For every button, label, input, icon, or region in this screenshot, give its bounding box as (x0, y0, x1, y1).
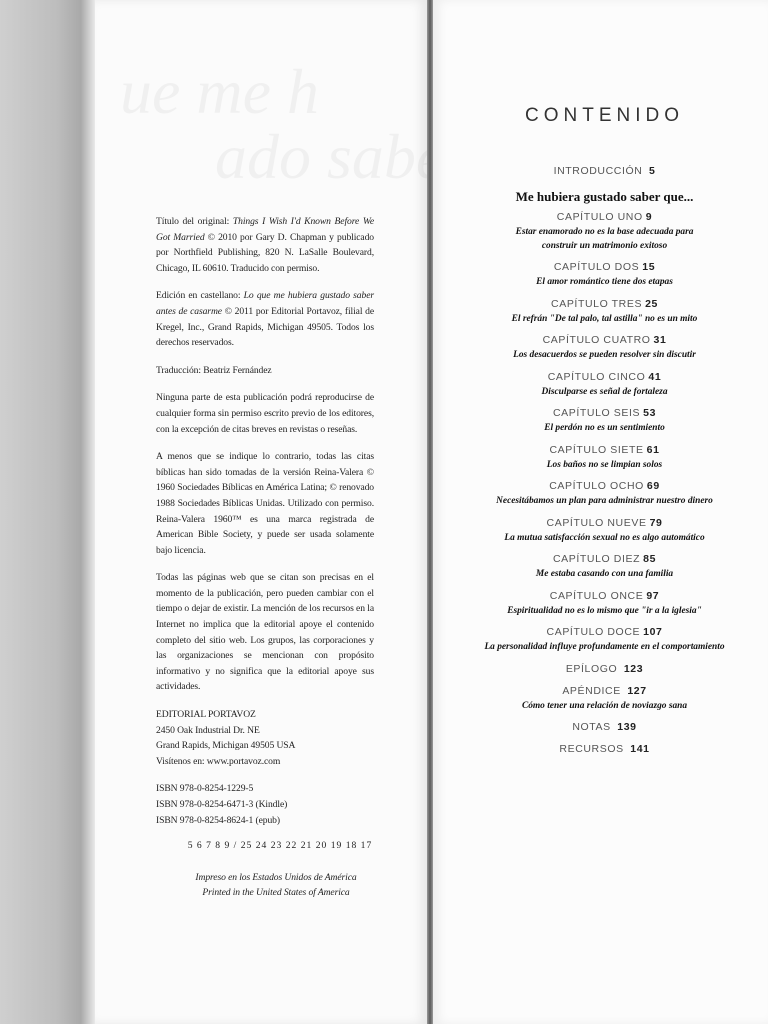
toc-chapter (463, 480, 746, 509)
address-line: 2450 Oak Industrial Dr. NE (156, 724, 260, 736)
toc-entry-epilogue (463, 663, 746, 675)
publisher-name: EDITORIAL PORTAVOZ (156, 709, 256, 721)
printed-in-usa-en: Printed in the United States of America (202, 886, 350, 898)
chapter-page: 107 (643, 626, 663, 638)
toc-title: CONTENIDO (525, 105, 684, 126)
toc-lead: Me hubiera gustado saber que... (515, 189, 694, 204)
chapter-label: CAPÍTULO DOS (553, 261, 640, 273)
entry-label: NOTAS (572, 721, 611, 733)
copyright-block (156, 214, 374, 900)
chapter-heading (463, 298, 746, 310)
chapter-page: 79 (649, 516, 663, 529)
toc-chapter (463, 261, 746, 290)
chapter-heading (463, 371, 746, 383)
chapter-subtitle: Necesitábamos un plan para administrar nuestro dinero (496, 496, 713, 506)
entry-subtitle: Cómo tener una relación de noviazgo sana (521, 700, 688, 711)
entry-page: 123 (623, 662, 644, 675)
chapter-heading (463, 517, 746, 529)
entry-label: RECURSOS (559, 743, 624, 755)
chapter-subtitle: Los desacuerdos se pueden resolver sin discutir (513, 350, 696, 360)
chapter-label: CAPÍTULO CINCO (547, 370, 646, 383)
toc-chapter (463, 371, 746, 400)
toc-chapter (463, 298, 746, 327)
chapter-page: 53 (643, 407, 657, 419)
entry-label: INTRODUCCIÓN (553, 165, 643, 177)
toc-chapter (463, 553, 746, 582)
entry-label: EPÍLOGO (565, 662, 618, 675)
chapter-heading (463, 211, 746, 223)
printed-in-usa-es: Impreso en los Estados Unidos de América (195, 871, 357, 883)
show-through-text (120, 55, 319, 129)
isbn-line: ISBN 978-0-8254-1229-5 (156, 783, 254, 795)
chapter-page: 31 (653, 334, 667, 346)
address-line: Grand Rapids, Michigan 49505 USA (156, 740, 296, 752)
chapter-label: CAPÍTULO CUATRO (542, 334, 651, 346)
chapter-label: CAPÍTULO DOCE (546, 626, 641, 638)
entry-page: 139 (617, 721, 637, 733)
chapter-subtitle: Los baños no se limpian solos (546, 459, 663, 470)
isbn-line: ISBN 978-0-8254-8624-1 (epub) (156, 814, 280, 826)
toc-chapter (463, 517, 746, 546)
chapter-heading (463, 407, 746, 419)
chapter-subtitle: Disculparse es señal de fortaleza (541, 386, 668, 397)
entry-page: 141 (630, 743, 650, 755)
chapter-page: 25 (645, 297, 658, 310)
publisher-address (156, 707, 374, 769)
chapter-subtitle: El amor romántico tiene dos etapas (536, 277, 673, 287)
chapter-page: 61 (646, 443, 660, 456)
isbn-line: ISBN 978-0-8254-6471-3 (Kindle) (156, 799, 288, 810)
toc-entry-notes (463, 721, 746, 733)
chapter-label: CAPÍTULO SIETE (549, 443, 644, 456)
chapter-heading (463, 261, 746, 273)
toc-chapter (463, 626, 746, 655)
chapter-label: CAPÍTULO SEIS (552, 407, 641, 419)
copyright-spanish-edition: Edición en castellano: Lo que me hubiera gustado saber antes de casarme © 2011 por Editorial Portavoz, filial de Kregel, Inc., Grand Rapids, Michigan 49505. Todos los derechos reservados. (156, 290, 374, 349)
toc-entry-resources (463, 743, 746, 755)
chapter-subtitle: El refrán "De tal palo, tal astilla" no es un mito (511, 313, 698, 324)
chapter-page: 69 (646, 480, 660, 492)
translator-credit: Traducción: Beatriz Fernández (156, 364, 272, 376)
chapter-heading (463, 444, 746, 456)
page-gutter-shadow (0, 0, 95, 1024)
isbn-list (156, 781, 374, 828)
chapter-subtitle: Me estaba casando con una familia (535, 569, 674, 579)
chapter-subtitle: La mutua satisfacción sexual no es algo automático (504, 532, 705, 543)
chapter-subtitle: Estar enamorado no es la base adecuada para (515, 227, 694, 237)
entry-heading (463, 685, 746, 697)
publisher-website: Visítenos en: www.portavoz.com (156, 755, 281, 767)
chapter-heading (463, 590, 746, 602)
chapter-subtitle: El perdón no es un sentimiento (544, 423, 665, 433)
toc-chapter (463, 444, 746, 473)
chapter-page: 9 (645, 211, 653, 223)
entry-page: 127 (627, 684, 647, 697)
table-of-contents (463, 100, 746, 765)
entry-label: APÉNDICE (562, 684, 621, 697)
chapter-page: 15 (642, 261, 656, 273)
chapter-page: 85 (643, 553, 657, 565)
chapter-heading (463, 480, 746, 492)
toc-chapter (463, 211, 746, 253)
entry-page: 5 (648, 165, 656, 177)
toc-chapter (463, 407, 746, 436)
chapter-list (463, 211, 746, 655)
chapter-subtitle: Espiritualidad no es lo mismo que "ir a la iglesia" (507, 605, 702, 616)
handwritten-signature (628, 948, 768, 1008)
chapter-subtitle: construir un matrimonio exitoso (541, 240, 668, 251)
chapter-page: 97 (646, 589, 660, 602)
chapter-heading (463, 334, 746, 346)
chapter-label: CAPÍTULO DIEZ (552, 553, 641, 565)
chapter-subtitle: La personalidad influye profundamente en el comportamiento (484, 642, 725, 652)
chapter-label: CAPÍTULO TRES (551, 297, 643, 310)
toc-chapter (463, 334, 746, 363)
chapter-heading (463, 626, 746, 638)
toc-entry-introduction (463, 165, 746, 177)
chapter-page: 41 (648, 370, 662, 383)
toc-chapter (463, 590, 746, 619)
chapter-heading (463, 553, 746, 565)
print-numbers: 5 6 7 8 9 / 25 24 23 22 21 20 19 18 17 (187, 840, 373, 852)
chapter-label: CAPÍTULO OCHO (549, 480, 644, 492)
bible-version-notice: A menos que se indique lo contrario, todas las citas bíblicas han sido tomadas de la versión Reina-Valera © 1960 Sociedades Bíblicas en América Latina; © renovado 1988 Sociedades Bíblicas Unidas. Utilizado con permiso. Reina-Valera 1960™ es una marca registrada de American Bible Society, y puede ser usada solamente bajo licencia. (156, 451, 374, 556)
reproduction-notice: Ninguna parte de esta publicación podrá reproducirse de cualquier forma sin permiso escrito previo de los editores, con la excepción de citas breves en revistas o reseñas. (156, 392, 374, 435)
toc-entry-appendix (463, 685, 746, 714)
show-through-text (215, 120, 444, 194)
copyright-original-title: Título del original: Things I Wish I'd Known Before We Got Married © 2010 por Gary D. Chapman y publicado por Northfield Publishing, 820 N. LaSalle Boulevard, Chicago, IL 60610. Traducido con permiso. (156, 216, 374, 274)
chapter-label: CAPÍTULO NUEVE (546, 516, 647, 529)
chapter-label: CAPÍTULO UNO (556, 211, 643, 223)
signature-text (698, 1005, 700, 1006)
web-pages-notice: Todas las páginas web que se citan son precisas en el momento de la publicación, pero pueden cambiar con el tiempo o dejar de existir. La mención de los recursos en la Internet no implica que la editorial apoye el contenido completo del sitio web. Los grupos, las corporaciones y las organizaciones se mencionan con propósito informativo y no significa que la editorial apoye sus actividades. (156, 572, 374, 693)
chapter-label: CAPÍTULO ONCE (549, 589, 644, 602)
